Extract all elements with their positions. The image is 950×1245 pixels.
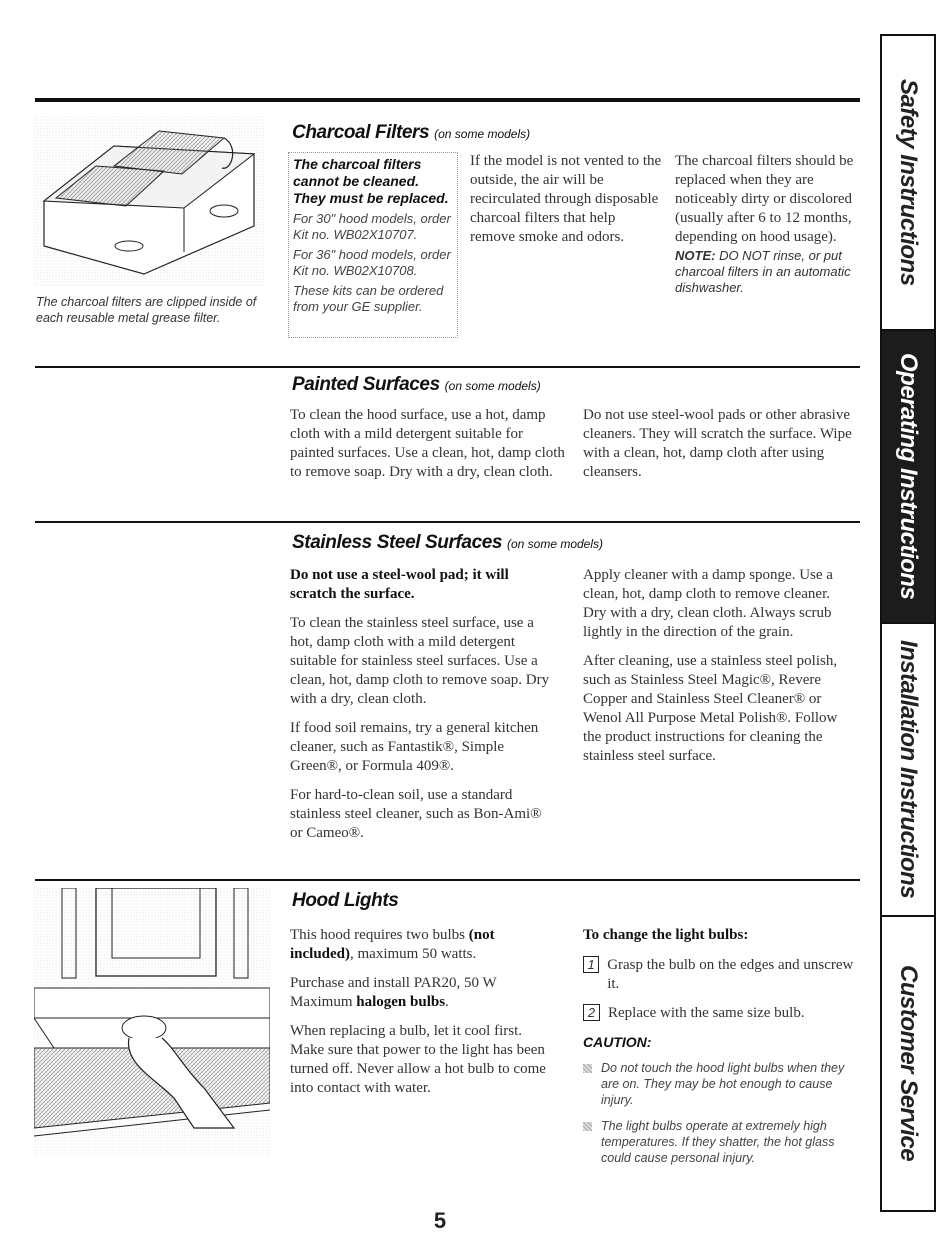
step-1-number: 1 [583, 956, 599, 973]
lights-rule [35, 879, 860, 881]
caution-bullet-2: The light bulbs operate at extremely high temperatures. If they shatter, the hot glass could cause personal injury. [583, 1118, 855, 1166]
step-2-number: 2 [583, 1004, 600, 1021]
tab-customer-service[interactable]: Customer Service [895, 965, 922, 1162]
tab-safety-instructions[interactable]: Safety Instructions [882, 36, 934, 331]
stainless-col1: Do not use a steel-wool pad; it will scratch the surface. To clean the stainless steel surface, use a hot, damp cloth with a mild detergent suitable for stainless steel surfaces. Use a clean, hot, damp cloth to remove soap. Dry with a dry, clean cloth. If food soil remains, try a general kitchen cleaner, such as Fantastik®, Simple Green®, or Formula 409®. For hard-to-clean soil, use a standard stainless steel cleaner, such as Bon-Ami® or Cameo®. [290, 566, 555, 853]
charcoal-filter-caption: The charcoal filters are clipped inside of each reusable metal grease filter. [36, 295, 257, 325]
lights-col1: This hood requires two bulbs (not included), maximum 50 watts. Purchase and install PAR20, 50 W Maximum halogen bulbs. When replacing a bulb, let it cool first. Make sure that power to the light has been turned off. Never allow a hot bulb to come into contact with water. [290, 927, 546, 1096]
charcoal-col1: If the model is not vented to the outside, the air will be recirculated through disposable charcoal filters that help remove smoke and odors. [470, 153, 662, 245]
charcoal-filter-illustration [34, 116, 264, 286]
hood-light-illustration [34, 888, 270, 1156]
painted-surfaces-heading: Painted Surfaces (on some models) [292, 374, 541, 395]
kit-30-inch: For 30" hood models, order Kit no. WB02X10707. [293, 211, 451, 242]
charcoal-cannot-clean-warning: The charcoal filters cannot be cleaned. They must be replaced. [293, 156, 449, 206]
charcoal-filters-heading: Charcoal Filters (on some models) [292, 122, 531, 143]
kit-36-inch: For 36" hood models, order Kit no. WB02X10708. [293, 247, 451, 278]
stainless-steel-heading: Stainless Steel Surfaces (on some models) [292, 532, 604, 553]
step-1: 1 Grasp the bulb on the edges and unscrew it. [583, 956, 855, 994]
top-rule [35, 98, 860, 102]
painted-rule [35, 366, 860, 368]
charcoal-kit-info-box [288, 152, 458, 338]
page-number: 5 [433, 1208, 447, 1233]
step-2: 2 Replace with the same size bulb. [583, 1004, 855, 1023]
tab-installation-instructions[interactable]: Installation Instructions [882, 624, 934, 917]
charcoal-note: NOTE: DO NOT rinse, or put charcoal filters in an automatic dishwasher. [675, 248, 851, 295]
caution-heading: CAUTION: [583, 1034, 652, 1050]
kit-order-note: These kits can be ordered from your GE supplier. [293, 283, 444, 314]
charcoal-col2: The charcoal filters should be replaced when they are noticeably dirty or discolored (usually after 6 to 12 months, depending on hood usage). NOTE: DO NOT rinse, or put charcoal filters in an automatic dishwasher. [675, 152, 865, 296]
stainless-rule [35, 521, 860, 523]
lights-col2 [583, 926, 855, 1176]
hood-lights-heading: Hood Lights [292, 890, 399, 911]
stainless-col2: Apply cleaner with a damp sponge. Use a clean, hot, damp cloth to remove cleaner. Dry with a dry, clean cloth. Always scrub lightly in the direction of the grain. After cleaning, use a stainless steel polish, such as Stainless Steel Magic®, Revere Copper and Stainless Steel Cleaner® or Wenol All Purpose Metal Polish®. Follow the product instructions for cleaning the stainless steel surface. [583, 567, 838, 764]
painted-col2: Do not use steel-wool pads or other abrasive cleaners. They will scratch the surface. Wipe with a clean, hot, damp cloth after using cleansers. [583, 407, 852, 480]
caution-bullet-1: Do not touch the hood light bulbs when they are on. They may be hot enough to cause injury. [583, 1060, 855, 1108]
change-bulbs-heading: To change the light bulbs: [583, 927, 749, 943]
tab-operating-instructions[interactable]: Operating Instructions [882, 331, 934, 624]
side-tab-bar [880, 34, 936, 1212]
steel-wool-warning: Do not use a steel-wool pad; it will scratch the surface. [290, 567, 509, 602]
painted-col1: To clean the hood surface, use a hot, damp cloth with a mild detergent suitable for painted surfaces. Use a clean, hot, damp cloth to remove soap. Dry with a dry, clean cloth. [290, 407, 565, 480]
